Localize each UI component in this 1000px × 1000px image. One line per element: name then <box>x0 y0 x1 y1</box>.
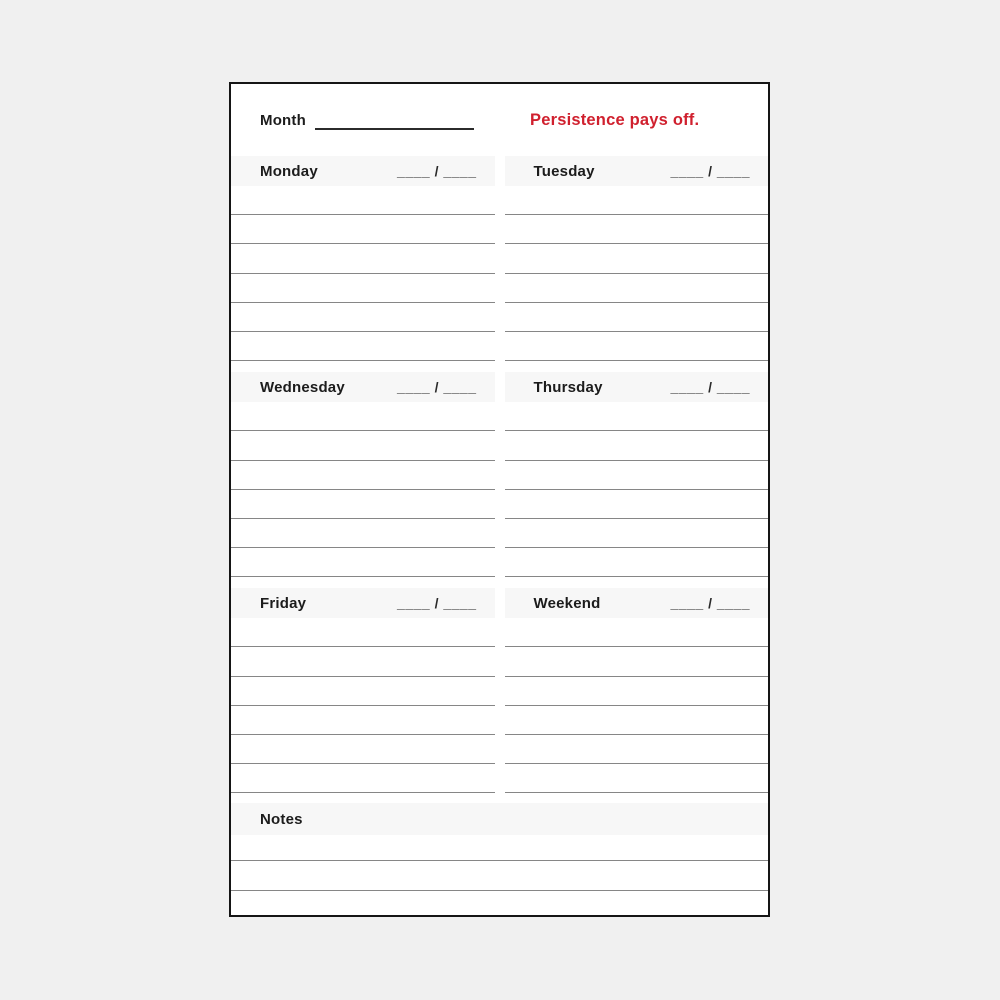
day-header-tuesday <box>505 156 769 186</box>
day-header-thursday <box>505 372 769 402</box>
day-label: Thursday <box>533 378 603 396</box>
month-field-group <box>260 84 474 156</box>
day-section-friday <box>231 588 495 793</box>
day-label: Wednesday <box>260 378 345 396</box>
notes-writing-line[interactable] <box>231 861 768 890</box>
writing-area <box>505 402 769 577</box>
writing-line[interactable] <box>505 431 769 460</box>
day-section-monday <box>231 156 495 361</box>
notes-header <box>231 803 768 835</box>
writing-line[interactable] <box>231 647 495 676</box>
writing-line[interactable] <box>231 402 495 431</box>
month-blank-line[interactable] <box>315 111 474 130</box>
day-date-field[interactable]: ____ / ____ <box>397 379 477 396</box>
writing-line[interactable] <box>505 332 769 361</box>
writing-line[interactable] <box>505 244 769 273</box>
writing-line[interactable] <box>231 764 495 793</box>
writing-line[interactable] <box>231 735 495 764</box>
writing-line[interactable] <box>505 461 769 490</box>
writing-line[interactable] <box>505 764 769 793</box>
day-label: Friday <box>260 594 307 612</box>
day-date-field[interactable]: ____ / ____ <box>670 379 750 396</box>
day-section-thursday <box>505 372 769 577</box>
writing-line[interactable] <box>505 735 769 764</box>
motto-text: Persistence pays off. <box>530 110 700 129</box>
planner-page <box>229 82 770 917</box>
writing-line[interactable] <box>231 186 495 215</box>
writing-line[interactable] <box>505 519 769 548</box>
writing-line[interactable] <box>231 519 495 548</box>
notes-writing-line[interactable] <box>231 835 768 861</box>
writing-line[interactable] <box>505 186 769 215</box>
writing-line[interactable] <box>231 274 495 303</box>
day-label: Weekend <box>533 594 601 612</box>
week-grid <box>231 156 768 793</box>
writing-area <box>231 186 495 361</box>
writing-line[interactable] <box>231 461 495 490</box>
writing-line[interactable] <box>505 215 769 244</box>
writing-line[interactable] <box>505 647 769 676</box>
day-date-field[interactable]: ____ / ____ <box>670 163 750 179</box>
day-section-wednesday <box>231 372 495 577</box>
writing-area <box>231 618 495 793</box>
day-header-weekend <box>505 588 769 618</box>
writing-line[interactable] <box>505 548 769 577</box>
day-header-monday <box>231 156 495 186</box>
notes-label: Notes <box>260 810 303 828</box>
writing-line[interactable] <box>231 490 495 519</box>
writing-line[interactable] <box>505 618 769 647</box>
month-label: Month <box>260 111 306 129</box>
day-date-field[interactable]: ____ / ____ <box>670 595 750 612</box>
writing-line[interactable] <box>231 244 495 273</box>
writing-line[interactable] <box>505 303 769 332</box>
writing-line[interactable] <box>505 274 769 303</box>
day-section-tuesday <box>505 156 769 361</box>
day-date-field[interactable]: ____ / ____ <box>397 595 477 612</box>
notes-section <box>231 803 768 890</box>
writing-line[interactable] <box>505 706 769 735</box>
page-header <box>231 84 768 156</box>
writing-line[interactable] <box>231 706 495 735</box>
writing-area <box>231 402 495 577</box>
day-label: Monday <box>260 162 318 180</box>
writing-area <box>505 618 769 793</box>
writing-area <box>505 186 769 361</box>
day-section-weekend <box>505 588 769 793</box>
writing-line[interactable] <box>231 303 495 332</box>
writing-line[interactable] <box>231 548 495 577</box>
day-header-wednesday <box>231 372 495 402</box>
day-date-field[interactable]: ____ / ____ <box>397 163 477 179</box>
writing-line[interactable] <box>231 677 495 706</box>
writing-line[interactable] <box>231 431 495 460</box>
writing-line[interactable] <box>231 618 495 647</box>
writing-line[interactable] <box>505 402 769 431</box>
writing-line[interactable] <box>231 215 495 244</box>
writing-line[interactable] <box>231 332 495 361</box>
day-header-friday <box>231 588 495 618</box>
day-label: Tuesday <box>533 162 595 180</box>
writing-line[interactable] <box>505 677 769 706</box>
writing-line[interactable] <box>505 490 769 519</box>
